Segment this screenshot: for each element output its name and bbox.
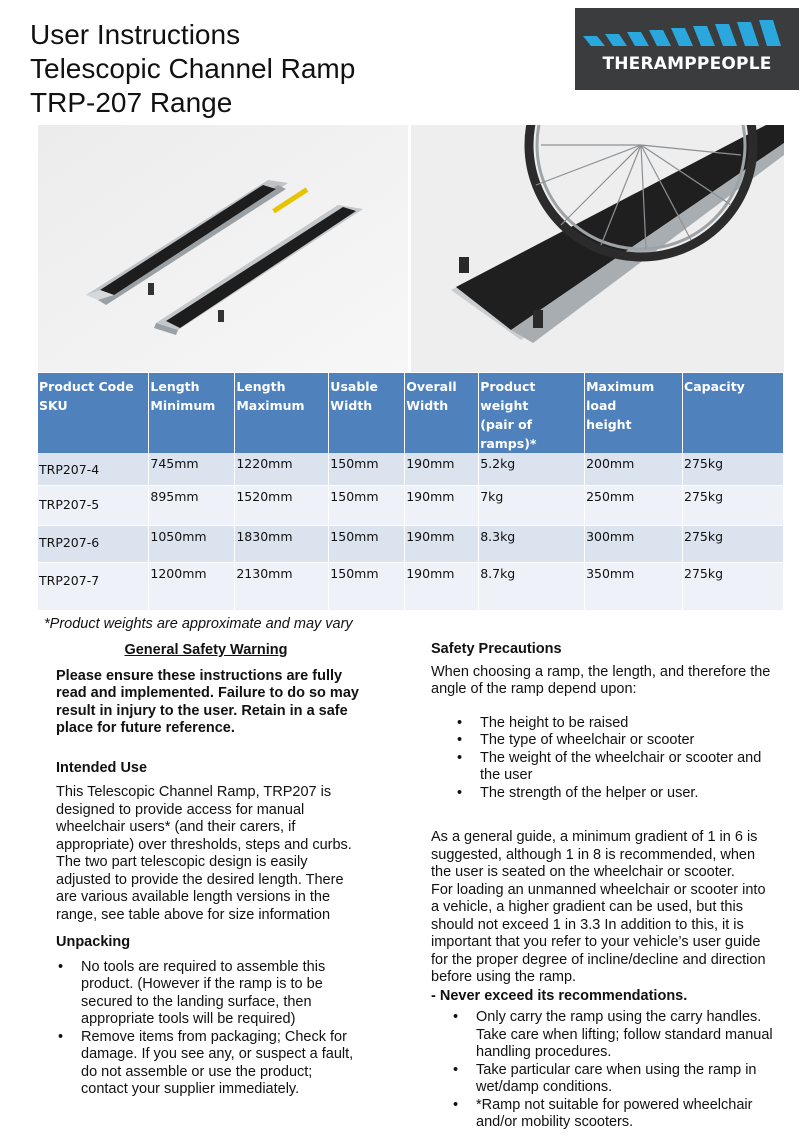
cell: 300mm [585,525,683,562]
cell: 895mm [149,485,235,525]
header-usable-width: Usable Width [329,373,405,453]
cell: 350mm [585,562,683,610]
list-item: • The weight of the wheelchair or scooter and the user [455,750,776,785]
cell: 1520mm [235,485,329,525]
cell: TRP207-6 [38,525,149,562]
header-length-max: Length Maximum [235,373,329,453]
logo-text: THERAMPPEOPLE [602,54,772,74]
table-row [38,453,784,485]
cell: 7kg [479,485,585,525]
title-line: User Instructions [30,19,241,50]
document-title [30,18,355,120]
table-header-row [38,373,784,453]
title-line: Telescopic Channel Ramp [30,53,356,84]
table-row [38,562,784,610]
vehicle-loading-text: For loading an unmanned wheelchair or scooter into a vehicle, a higher gradient can be used, but this should not exceed 1 in 3.3 In addition to this, it is important that you refer to your vehicle’s user guide for the proper degree of incline/decline and direction before using the ramp. [431,881,766,985]
header-overall-width: Overall Width [405,373,479,453]
logo-stripes-icon [575,8,799,90]
cell: 1050mm [149,525,235,562]
cell: 150mm [329,525,405,562]
cell: 1220mm [235,453,329,485]
cell: 275kg [683,562,784,610]
cell: 150mm [329,562,405,610]
list-item: • The type of wheelchair or scooter [455,732,776,750]
title-line: TRP-207 Range [30,87,233,118]
wheelchair-on-ramp-photo [411,125,784,372]
intended-use-heading: Intended Use [56,759,148,776]
cell: 745mm [149,453,235,485]
header-capacity: Capacity [683,373,784,453]
cell: 275kg [683,485,784,525]
safety-warning-text: Please ensure these instructions are fully read and implemented. Failure to do so may result in injury to the user. Retain in a safe place for future reference. [56,667,359,736]
handling-rules-list [451,1009,776,1132]
intended-use-text: This Telescopic Channel Ramp, TRP207 is designed to provide access for manual wheelchair users* (and their carers, if appropriate) over thresholds, steps and curbs. The two part telescopic design is easily adjusted to provide the desired length. There are various available length versions in the range, see table above for size information [56,784,352,923]
safety-precautions-heading: Safety Precautions [431,641,562,657]
company-logo [575,8,799,90]
list-item: • Remove items from packaging; Check for damage. If you see any, or suspect a fault, do not assemble or use the product; contact your supplier immediately. [56,1029,361,1099]
list-item: • Only carry the ramp using the carry handles. Take care when lifting; follow standard manual handling procedures. [451,1009,776,1062]
cell: 150mm [329,453,405,485]
cell: 275kg [683,453,784,485]
cell: TRP207-7 [38,562,149,610]
table-row [38,525,784,562]
product-spec-table [38,373,784,611]
header-max-load-height: Maximum load height [585,373,683,453]
cell: 1830mm [235,525,329,562]
cell: 150mm [329,485,405,525]
cell: 190mm [405,562,479,610]
cell: 275kg [683,525,784,562]
cell: 8.7kg [479,562,585,610]
header-product-weight: Product weight (pair of ramps)* [479,373,585,453]
never-exceed-text: - Never exceed its recommendations. [431,987,688,1004]
header-product-code: Product Code SKU [38,373,149,453]
unpacking-heading: Unpacking [56,934,131,950]
cell: 5.2kg [479,453,585,485]
safety-intro: When choosing a ramp, the length, and therefore the angle of the ramp depend upon: [431,663,771,697]
weight-note: *Product weights are approximate and may vary [44,616,353,632]
ramp-factors-list [455,715,776,803]
left-column [56,642,361,1099]
cell: TRP207-5 [38,485,149,525]
list-item: • The height to be raised [455,715,776,733]
list-item: • The strength of the helper or user. [455,785,776,803]
right-column [431,641,776,1132]
cell: 8.3kg [479,525,585,562]
cell: 1200mm [149,562,235,610]
list-item: • *Ramp not suitable for powered wheelchair and/or mobility scooters. [451,1097,776,1132]
cell: 200mm [585,453,683,485]
cell: 2130mm [235,562,329,610]
cell: 190mm [405,453,479,485]
cell: 250mm [585,485,683,525]
list-item: • No tools are required to assemble this product. (However if the ramp is to be secured to the landing surface, then appropriate tools will be required) [56,959,361,1029]
gradient-guide-text: As a general guide, a minimum gradient of 1 in 6 is suggested, although 1 in 8 is recommended, when the user is seated on the wheelchair or scooter. [431,829,758,880]
cell: 190mm [405,525,479,562]
table-row [38,485,784,525]
unpacking-list [56,959,361,1099]
safety-warning-heading: General Safety Warning [124,642,288,658]
cell: 190mm [405,485,479,525]
list-item: • Take particular care when using the ramp in wet/damp conditions. [451,1062,776,1097]
header-length-min: Length Minimum [149,373,235,453]
cell: TRP207-4 [38,453,149,485]
ramp-photo-pair [38,125,408,372]
